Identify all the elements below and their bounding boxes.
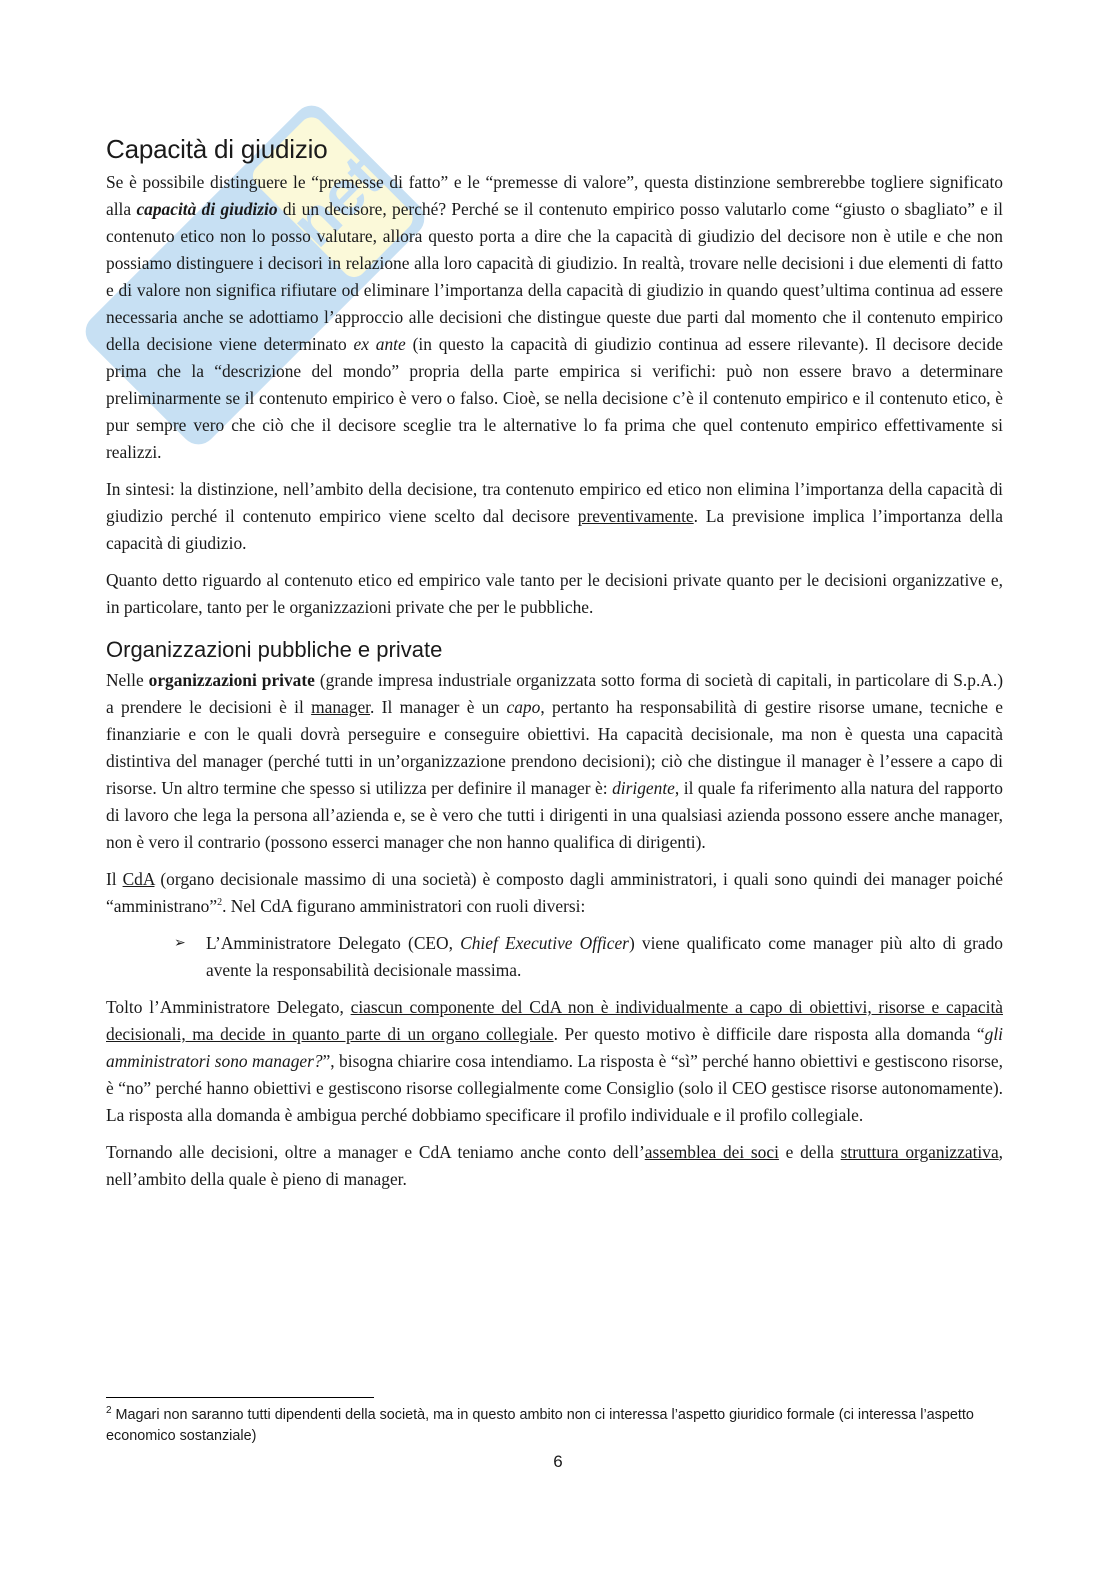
paragraph-org-1: Nelle organizzazioni private (grande impresa industriale organizzata sotto forma di società di capitali, in particolare di S.p.A.) a prendere le decisioni è il manager. Il manager è un capo, pertanto ha responsabilità di gestire risorse umane, tecniche e finanziarie e con le quali dovrà perseguire e conseguire obiettivi. Ha capacità decisionale, ma non è questa una capacità distintiva del manager (perché tutti in un’organizzazione prendono decisioni); ciò che distingue il manager è l’essere a capo di risorse. Un altro termine che spesso si utilizza per definire il manager è: dirigente, il quale fa riferimento alla natura del rapporto di lavoro che lega la persona all’azienda e, se è vero che tutti i dirigenti in una qualsiasi azienda possono essere anche manager, non è vero il contrario (possono esserci manager che non hanno qualifica di dirigenti). [106,670,1004,852]
watermark-text: net [276,141,396,261]
paragraph-capacita-2: In sintesi: la distinzione, nell’ambito della decisione, tra contenuto empirico ed etico non elimina l’importanza della capacità di giudizio perché il contenuto empirico viene scelto dal decisore preventivamente. La previsione implica l’importanza della capacità di giudizio. [106,479,1004,553]
section-title-organizzazioni: Organizzazioni pubbliche e private [106,637,443,662]
section-title-capacita: Capacità di giudizio [106,134,328,164]
footnote-number: 2 [106,1405,112,1417]
footnote-ref: 2 [217,897,223,909]
footnote: $^2$ Magari non saranno tutti dipendenti della società, ma in questo ambito non ci interessa l’aspetto giuridico formale (ci interessa l’aspetto economico sostanziale) [106,1405,974,1444]
page-number: 6 [553,1452,563,1471]
document-page [106,134,1003,1203]
paragraph-org-3: Tolto l’Amministratore Delegato, ciascun componente del CdA non è individualmente a capo di obiettivi, risorse e capacità decisionali, ma decide in quanto parte di un organo collegiale. Per questo motivo è difficile dare risposta alla domanda “gli amministratori sono manager?”, bisogna chiarire cosa intendiamo. La risposta è “sì” perché hanno obiettivi e gestiscono risorse, è “no” perché hanno obiettivi e gestiscono risorse collegialmente come Consiglio (solo il CEO gestisce risorse autonomamente). La risposta alla domanda è ambigua perché dobbiamo specificare il profilo individuale e il profilo collegiale. [106,997,1004,1125]
list-item: ➢ L’Amministratore Delegato (CEO, Chief Executive Officer) viene qualificato come manager più alto di grado avente la responsabilità decisionale massima. [174,930,1003,984]
bullet-list [174,930,1003,984]
paragraph-org-4: Tornando alle decisioni, oltre a manager e CdA teniamo anche conto dell’assemblea dei soci e della struttura organizzativa, nell’ambito della quale è pieno di manager. [106,1142,1004,1189]
paragraph-capacita-1: Se è possibile distinguere le “premesse di fatto” e le “premesse di valore”, questa distinzione sembrerebbe togliere significato alla capacità di giudizio di un decisore, perché? Perché se il contenuto empirico posso valutarlo come “giusto o sbagliato” e il contenuto etico non lo posso valutare, allora questo porta a dire che la capacità di giudizio del decisore non è utile e che non possiamo distinguere i decisori in relazione alla loro capacità di giudizio. In realtà, trovare nelle decisioni i due elementi di fatto e di valore non significa rifiutare od eliminare l’importanza della capacità di giudizio in quando quest’ultima continua ad essere necessaria anche se adottiamo l’approccio alle decisioni che distingue queste due parti dal momento che il contenuto empirico della decisione viene determinato ex ante (in questo la capacità di giudizio continua ad essere rilevante). Il decisore decide prima che la “descrizione del mondo” propria della parte empirica si verifichi: può non essere bravo a determinare preliminarmente se il contenuto empirico è vero o falso. Cioè, se nella decisione c’è il contenuto empirico e il contenuto etico, è pur sempre vero che ciò che il decisore sceglie tra le alternative lo fa prima che quel contenuto empirico effettivamente si realizzi. [106,172,1003,462]
footnote-separator [106,1397,374,1398]
arrow-bullet-icon: ➢ [174,936,186,951]
paragraph-capacita-3: Quanto detto riguardo al contenuto etico ed empirico vale tanto per le decisioni private quanto per le decisioni organizzative e, in particolare, tanto per le organizzazioni private che per le pubbliche. [106,570,1003,617]
paragraph-org-2: Il CdA (organo decisionale massimo di una società) è composto dagli amministratori, i quali sono quindi dei manager poiché “amministrano”$^2$. Nel CdA figurano amministratori con ruoli diversi: [106,869,1003,916]
